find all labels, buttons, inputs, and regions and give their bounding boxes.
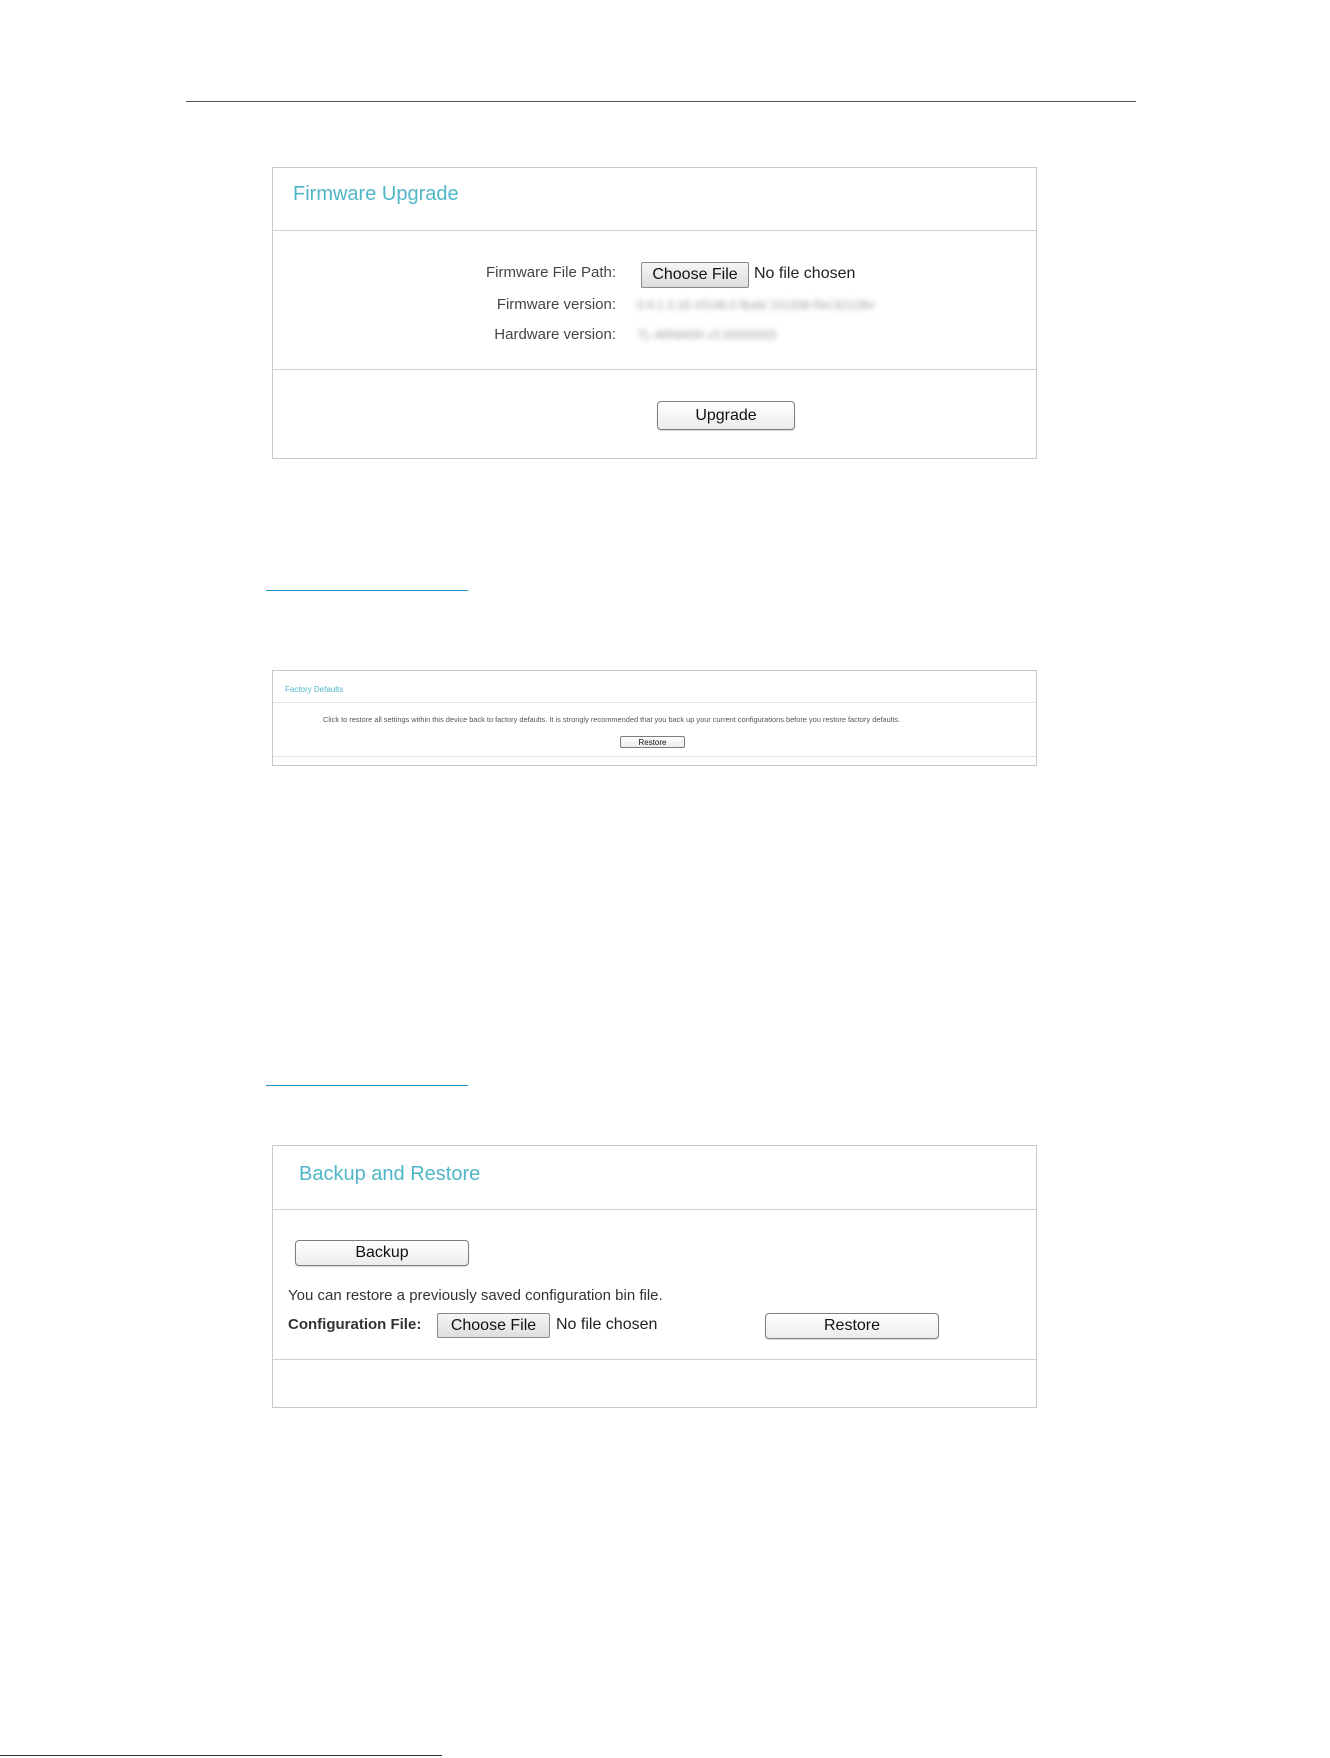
backup-restore-panel xyxy=(272,1145,1037,1408)
upgrade-button[interactable]: Upgrade xyxy=(657,401,795,430)
factory-restore-button[interactable]: Restore xyxy=(620,736,685,748)
config-choose-file-button[interactable]: Choose File xyxy=(437,1313,550,1338)
factory-defaults-message: Click to restore all settings within this device back to factory defaults. It is strongly recommended that you back up your current configurations before you restore factory defaults. xyxy=(323,715,901,724)
hardware-version-label: Hardware version: xyxy=(494,326,616,343)
section-rule-factory-defaults xyxy=(266,590,468,591)
backup-restore-title: Backup and Restore xyxy=(299,1163,481,1185)
restore-hint-text: You can restore a previously saved configuration bin file. xyxy=(288,1287,663,1304)
backup-restore-footer-divider xyxy=(273,1359,1036,1360)
firmware-version-value: 0.9.1 3.16 v0148.0 Build 151208 Rel.62129n xyxy=(637,298,875,312)
factory-defaults-panel xyxy=(272,670,1037,766)
factory-defaults-header-divider xyxy=(273,702,1036,703)
page-header-rule xyxy=(186,101,1136,102)
backup-button[interactable]: Backup xyxy=(295,1240,469,1266)
firmware-upgrade-title: Firmware Upgrade xyxy=(293,183,459,205)
firmware-upgrade-panel xyxy=(272,167,1037,459)
config-file-status: No file chosen xyxy=(556,1316,658,1333)
firmware-upgrade-header-divider xyxy=(273,230,1036,231)
config-file-label: Configuration File: xyxy=(288,1316,422,1333)
factory-defaults-title: Factory Defaults xyxy=(285,685,344,694)
backup-restore-header-divider xyxy=(273,1209,1036,1210)
page-footer-rule xyxy=(0,1755,442,1756)
section-rule-backup-restore xyxy=(266,1085,468,1086)
config-restore-button[interactable]: Restore xyxy=(765,1313,939,1339)
firmware-version-label: Firmware version: xyxy=(496,296,616,313)
factory-defaults-footer-divider xyxy=(273,756,1036,757)
firmware-file-status: No file chosen xyxy=(754,265,856,282)
firmware-choose-file-button[interactable]: Choose File xyxy=(641,262,749,288)
firmware-file-path-label: Firmware File Path: xyxy=(485,264,616,281)
firmware-upgrade-footer-divider xyxy=(273,369,1036,370)
hardware-version-value: TL-WR840N v3 00000003 xyxy=(637,328,777,342)
